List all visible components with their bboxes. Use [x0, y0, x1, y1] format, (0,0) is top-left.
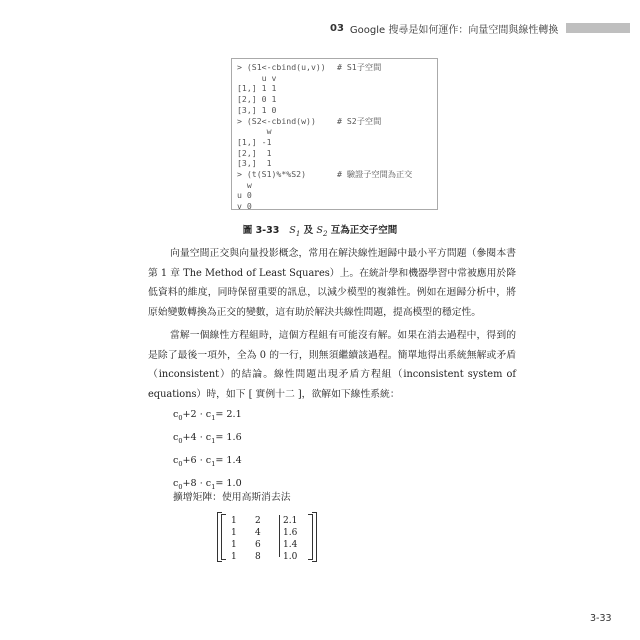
equation-part: 0 — [178, 413, 183, 422]
code-line — [237, 201, 432, 212]
code-line — [237, 105, 432, 116]
code-text: u v — [237, 72, 277, 83]
equation-part: = 1.0 — [215, 477, 242, 489]
chapter-title: Google 搜尋是如何運作：向量空間與線性轉換 — [349, 24, 559, 36]
code-text: [3,] 1 — [237, 158, 272, 169]
code-comment: # S1子空間 — [337, 62, 382, 72]
code-text: w — [237, 126, 272, 137]
code-text: > (S2<-cbind(w)) — [237, 115, 316, 126]
equation-part: 0 — [178, 459, 183, 468]
matrix-entry: 1.0 — [283, 552, 298, 562]
code-text: u 0 — [237, 190, 252, 201]
code-line — [237, 180, 432, 191]
equation-part: c — [173, 454, 179, 466]
matrix-entry: 2.1 — [283, 516, 298, 526]
matrix-augment-separator — [279, 515, 280, 557]
equation-part: = 1.6 — [215, 431, 242, 443]
code-line — [237, 73, 432, 84]
code-line — [237, 62, 432, 73]
matrix-entry: 1.6 — [283, 528, 298, 538]
matrix-entry: 2 — [255, 516, 261, 526]
code-line — [237, 148, 432, 159]
caption-label: 圖 3-33 — [242, 225, 280, 236]
equation-part: 1 — [211, 436, 216, 445]
code-text: > (S1<-cbind(u,v)) — [237, 62, 326, 72]
code-text: [1,] 1 1 — [237, 83, 277, 94]
code-text: v 0 — [237, 201, 252, 212]
matrix-entry: 4 — [255, 528, 261, 538]
matrix-column-3 — [283, 515, 297, 563]
equation-part: c — [173, 409, 179, 420]
chapter-number: 03 — [330, 22, 344, 34]
code-text: w — [237, 179, 252, 190]
matrix-entry: 1 — [231, 552, 237, 562]
equation-part: 0 — [178, 436, 183, 445]
code-comment: # S2子空間 — [337, 115, 382, 126]
caption-text: 互為正交子空間 — [330, 225, 398, 236]
equation-part: 1 — [211, 459, 216, 468]
equation-part: 1 — [211, 413, 216, 422]
code-line — [237, 137, 432, 148]
equation-list — [173, 405, 242, 497]
code-line — [237, 158, 432, 169]
code-text: [3,] 1 0 — [237, 104, 277, 115]
matrix-outer-right-bracket — [312, 512, 317, 562]
equation — [173, 405, 242, 428]
code-comment — [337, 73, 432, 84]
code-comment — [337, 201, 432, 212]
caption-symbol-s2: $S_2$ — [316, 225, 328, 238]
matrix-entry: 6 — [255, 540, 261, 550]
matrix-entry: 1 — [231, 516, 237, 526]
code-comment — [337, 158, 432, 169]
equation-part: = 2.1 — [215, 409, 242, 420]
code-line — [237, 190, 432, 201]
code-comment — [337, 180, 432, 191]
code-comment: # 驗證子空間為正交 — [337, 169, 413, 180]
matrix-entry: 8 — [255, 552, 261, 562]
code-line — [237, 83, 432, 94]
code-text: > (t(S1)%*%S2) — [237, 169, 307, 180]
code-comment — [337, 126, 432, 137]
matrix-entry: 1.4 — [283, 540, 298, 550]
augmented-matrix-label: 擴增矩陣：使用高斯消去法 — [173, 492, 291, 503]
augmented-matrix — [217, 512, 317, 562]
paragraph-1: 向量空間正交與向量投影概念，常用在解決線性迴歸中最小平方問題（參閱本書第 1 章 The Method of Least Squares）上。在統計學和機器學習中常被應用於降低資料的維度，同時保留重要的訊息，以減少模型的複雜性。例如在迴歸分析中，將原始變數轉換為正交的變數，這有助於解決共線性問題，提高模型的穩定性。 — [148, 248, 516, 318]
code-text: [2,] 0 1 — [237, 94, 277, 105]
equation-part: +4 · c — [182, 431, 212, 443]
equation-part: +6 · c — [182, 454, 212, 466]
equation — [173, 451, 242, 474]
code-line — [237, 94, 432, 105]
code-box — [231, 58, 438, 210]
code-text: [1,] -1 — [237, 136, 272, 147]
equation-part: c — [173, 477, 179, 489]
running-header — [330, 20, 630, 36]
matrix-column-2 — [255, 515, 261, 563]
equation-part: = 1.4 — [215, 454, 242, 466]
caption-and: 及 — [303, 225, 314, 236]
equation-part: +2 · c — [182, 409, 212, 420]
equation-part: 0 — [178, 482, 183, 491]
caption-symbol-s1: $S_1$ — [289, 225, 301, 238]
matrix-inner-left-bracket — [221, 514, 226, 560]
code-comment — [337, 83, 432, 94]
header-bar — [566, 23, 630, 33]
figure-caption — [0, 222, 640, 238]
matrix-entry: 1 — [231, 540, 237, 550]
code-comment — [337, 190, 432, 201]
code-line — [237, 116, 432, 127]
paragraph-2: 當解一個線性方程組時，這個方程組有可能沒有解。如果在消去過程中，得到的是除了最後一項外，全為 0 的一行，則無須繼續該過程。簡單地得出系統無解或矛盾（inconsistent）的結論。線性問題出現矛盾方程組（inconsistent system of equations）時，如下 [ 實例十二 ]，欲解如下線性系統： — [148, 330, 516, 400]
code-comment — [337, 105, 432, 116]
code-comment — [337, 94, 432, 105]
matrix-column-1 — [231, 515, 237, 563]
code-comment — [337, 148, 432, 159]
page-number: 3-33 — [590, 613, 612, 624]
code-line — [237, 169, 432, 180]
code-line — [237, 126, 432, 137]
code-comment — [337, 137, 432, 148]
equation-part: +8 · c — [182, 477, 212, 489]
equation-part: 1 — [211, 482, 216, 491]
equation — [173, 428, 242, 451]
equation-part: c — [173, 431, 179, 443]
matrix-entry: 1 — [231, 528, 237, 538]
code-text: [2,] 1 — [237, 147, 272, 158]
